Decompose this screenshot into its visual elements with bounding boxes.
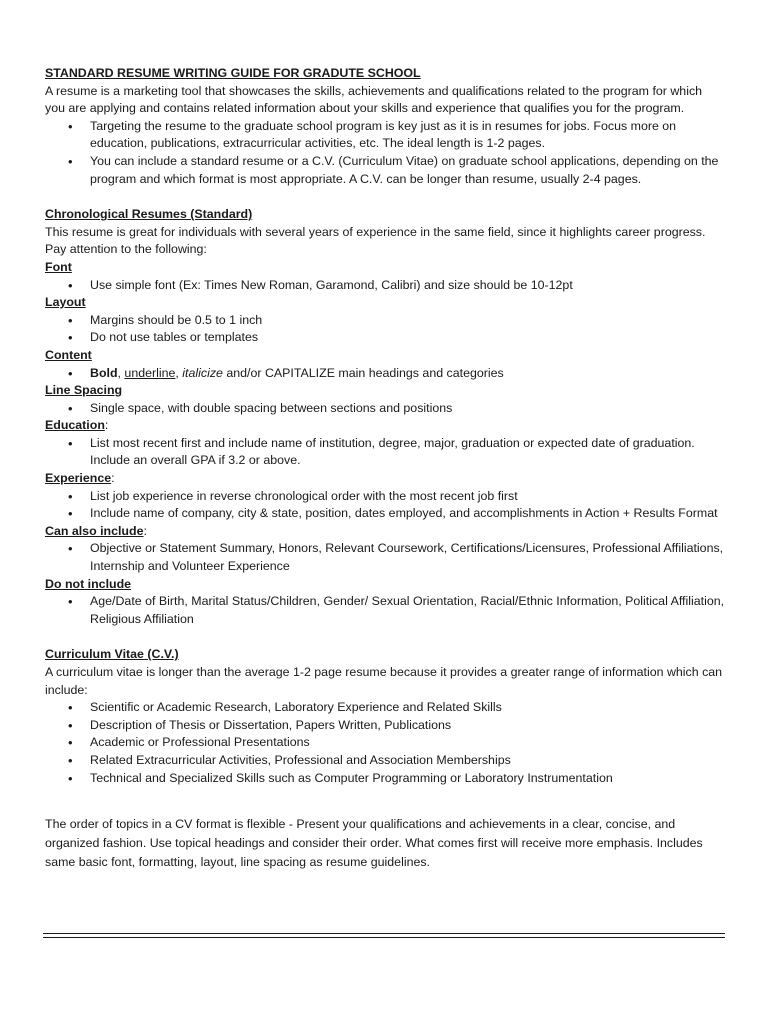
do-not-include-list xyxy=(45,593,725,628)
subheading-content xyxy=(45,347,725,365)
italic-example: italicize xyxy=(182,365,223,380)
list-item: • Scientific or Academic Research, Laboratory Experience and Related Skills xyxy=(45,699,725,717)
list-item: • Use simple font (Ex: Times New Roman, Garamond, Calibri) and size should be 10-12pt xyxy=(45,277,725,295)
spacing-list xyxy=(45,400,725,418)
subheading-line-spacing xyxy=(45,382,725,400)
subheading-education xyxy=(45,417,725,435)
list-item: • Related Extracurricular Activities, Professional and Association Memberships xyxy=(45,752,725,770)
experience-list xyxy=(45,488,725,523)
cv-description: A curriculum vitae is longer than the average 1-2 page resume because it provides a greater range of information which can include: xyxy=(45,665,723,697)
cv-closing-paragraph: The order of topics in a CV format is flexible - Present your qualifications and achievements in a clear, concise, and organized fashion. Use topical headings and consider their order. What comes first will receive more emphasis. Includes same basic font, formatting, layout, line spacing as resume guidelines. xyxy=(45,817,703,870)
content-list xyxy=(45,365,725,383)
footer-rule-top xyxy=(43,933,725,934)
subheading-font xyxy=(45,259,725,277)
subheading-can-also-include xyxy=(45,523,725,541)
separator: , xyxy=(175,365,183,380)
footer-rule-bottom xyxy=(43,937,725,938)
bold-example: Bold xyxy=(90,365,118,380)
list-item: • Margins should be 0.5 to 1 inch xyxy=(45,312,725,330)
font-list xyxy=(45,277,725,295)
subheading-do-not-include xyxy=(45,576,725,594)
content-rest: and/or CAPITALIZE main headings and categories xyxy=(222,365,504,380)
label-education: Education xyxy=(45,418,105,433)
education-list xyxy=(45,435,725,470)
intro-list xyxy=(45,118,725,188)
colon: : xyxy=(111,471,115,486)
section-heading-chronological: Chronological Resumes (Standard) xyxy=(45,207,253,222)
list-item: • List most recent first and include name of institution, degree, major, graduation or expected date of graduation. Include an overall GPA if 3.2 or above. xyxy=(45,435,725,470)
layout-list xyxy=(45,312,725,347)
colon: : xyxy=(104,418,109,433)
also-include-list xyxy=(45,540,725,575)
list-item: • Objective or Statement Summary, Honors, Relevant Coursework, Certifications/Licensures, Professional Affiliations, Internship and Volunteer Experience xyxy=(45,540,725,575)
list-item: • Technical and Specialized Skills such as Computer Programming or Laboratory Instrumentation xyxy=(45,770,725,788)
label-content: Content xyxy=(45,347,92,362)
section-heading-cv: Curriculum Vitae (C.V.) xyxy=(45,647,179,662)
document-body xyxy=(45,65,725,872)
list-item: • Single space, with double spacing between sections and positions xyxy=(45,400,725,418)
label-layout: Layout xyxy=(45,295,86,310)
list-item xyxy=(45,365,725,383)
label-font: Font xyxy=(45,259,72,274)
subheading-experience xyxy=(45,470,725,488)
label-can-also-include: Can also include xyxy=(45,523,144,538)
label-line-spacing: Line Spacing xyxy=(45,383,123,398)
list-item: • Age/Date of Birth, Marital Status/Children, Gender/ Sexual Orientation, Racial/Ethnic Information, Political Affiliation, Religious Affiliation xyxy=(45,593,725,628)
label-experience: Experience xyxy=(45,471,112,486)
colon: : xyxy=(143,523,147,538)
cv-list xyxy=(45,699,725,787)
intro-paragraph: A resume is a marketing tool that showcases the skills, achievements and qualifications related to the program for which you are applying and contains related information about your skills and experience that qualifies you for the program. xyxy=(45,83,703,116)
list-item: • Do not use tables or templates xyxy=(45,329,725,347)
chronological-description: This resume is great for individuals with several years of experience in the same field, since it highlights career progress. Pay attention to the following: xyxy=(45,224,706,257)
list-item: • Include name of company, city & state, position, dates employed, and accomplishments in Action + Results Format xyxy=(45,505,725,523)
subheading-layout xyxy=(45,294,725,312)
page-title: STANDARD RESUME WRITING GUIDE FOR GRADUTE SCHOOL xyxy=(45,66,421,80)
list-item: • List job experience in reverse chronological order with the most recent job first xyxy=(45,488,725,506)
list-item: • Description of Thesis or Dissertation, Papers Written, Publications xyxy=(45,717,725,735)
list-item: • Targeting the resume to the graduate school program is key just as it is in resumes for jobs. Focus more on education, publications, extracurricular activities, etc. The ideal length is 1-2 pages. xyxy=(45,118,725,153)
separator: , xyxy=(117,365,125,380)
list-item: • Academic or Professional Presentations xyxy=(45,734,725,752)
label-do-not-include: Do not include xyxy=(45,576,132,591)
underline-example: underline xyxy=(124,365,176,380)
list-item: • You can include a standard resume or a C.V. (Curriculum Vitae) on graduate school applications, depending on the program and which format is most appropriate. A C.V. can be longer than resume, usually 2-4 pages. xyxy=(45,153,725,188)
